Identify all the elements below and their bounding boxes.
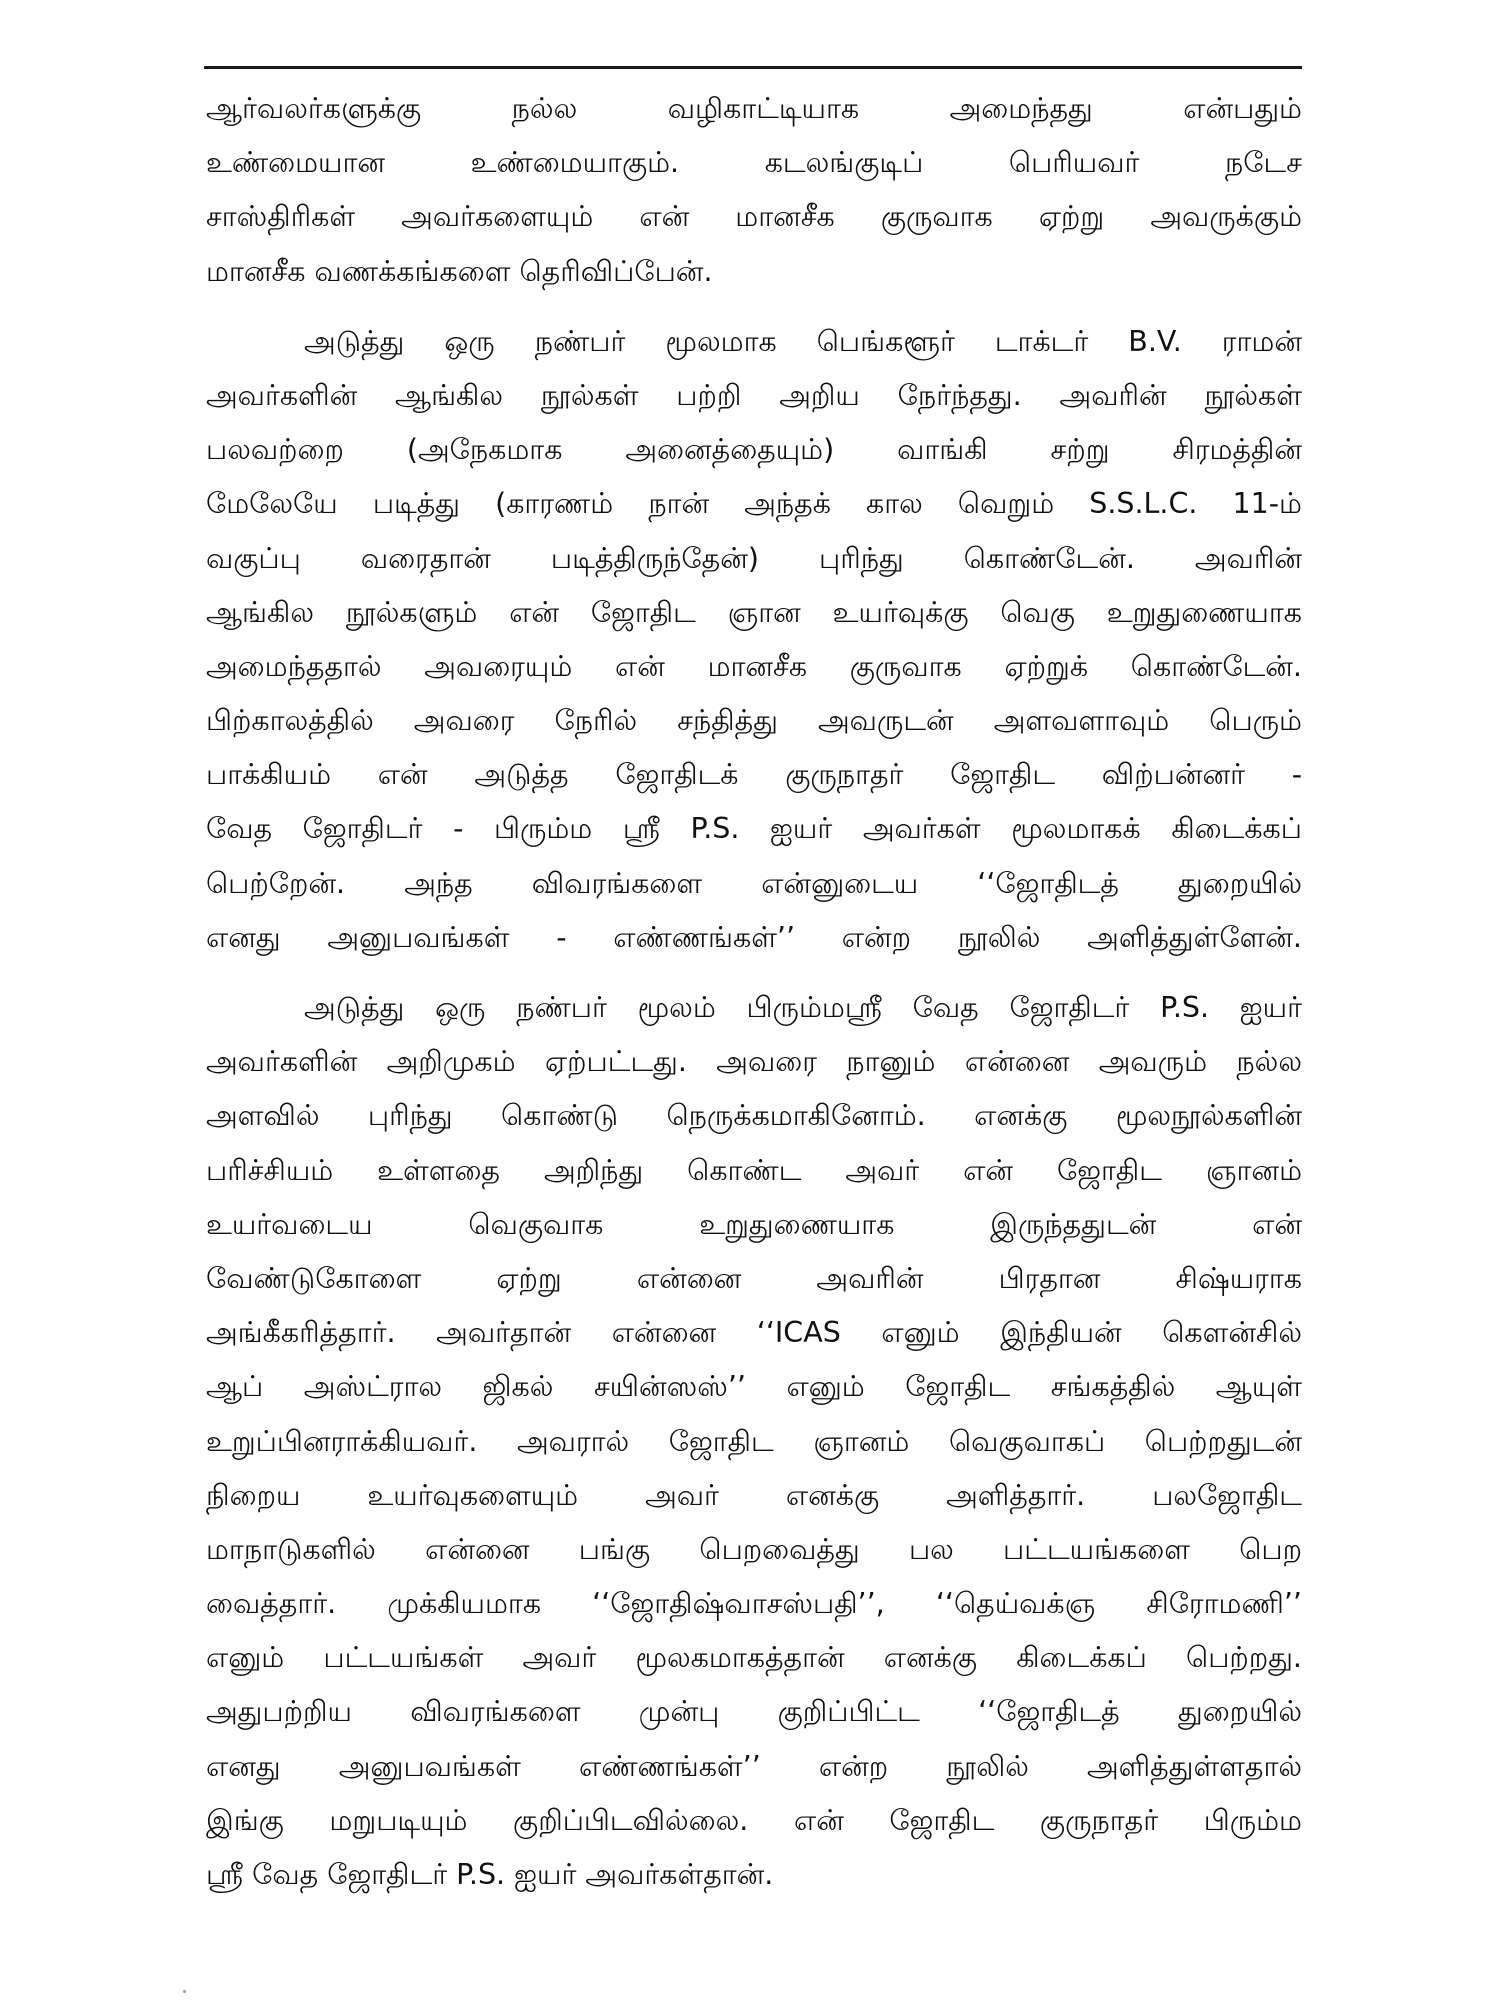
text-line: உண்மையான உண்மையாகும். கடலங்குடிப் பெரியவர் நடேச [206,146,1302,180]
text-line: வகுப்பு வரைதான் படித்திருந்தேன்) புரிந்து கொண்டேன். அவரின் [206,541,1302,575]
text-line: பாக்கியம் என் அடுத்த ஜோதிடக் குருநாதர் ஜோதிட விற்பன்னர் - [206,758,1302,792]
text-line: மேலேயே படித்து (காரணம் நான் அந்தக் கால வெறும் S.S.L.C. 11-ம் [206,487,1302,521]
text-line: அளவில் புரிந்து கொண்டு நெருக்கமாகினோம். எனக்கு மூலநூல்களின் [206,1099,1302,1133]
text-line: இங்கு மறுபடியும் குறிப்பிடவில்லை. என் ஜோதிட குருநாதர் பிரும்ம [206,1803,1302,1837]
text-line: பிற்காலத்தில் அவரை நேரில் சந்தித்து அவருடன் அளவளாவும் பெரும் [206,704,1302,738]
text-line: நிறைய உயர்வுகளையும் அவர் எனக்கு அளித்தார். பலஜோதிட [206,1478,1302,1512]
text-line: ஆங்கில நூல்களும் என் ஜோதிட ஞான உயர்வுக்கு வெகு உறுதுணையாக [206,595,1302,629]
text-line: பரிச்சியம் உள்ளதை அறிந்து கொண்ட அவர் என் ஜோதிட ஞானம் [206,1153,1302,1187]
body-text [206,82,1302,1902]
text-line: அங்கீகரித்தார். அவர்தான் என்னை ‘‘ICAS எனும் இந்தியன் கௌன்சில் [206,1316,1302,1350]
paragraph [206,82,1302,299]
text-line: அடுத்து ஒரு நண்பர் மூலமாக பெங்களூர் டாக்டர் B.V. ராமன் [304,324,1302,358]
text-line: பலவற்றை (அநேகமாக அனைத்தையும்) வாங்கி சற்று சிரமத்தின் [206,433,1302,467]
text-line: மாநாடுகளில் என்னை பங்கு பெறவைத்து பல பட்டயங்களை பெற [206,1532,1302,1566]
text-line: வேத ஜோதிடர் - பிரும்ம ஸ்ரீ P.S. ஐயர் அவர்கள் மூலமாகக் கிடைக்கப் [206,812,1302,846]
text-line: பெற்றேன். அந்த விவரங்களை என்னுடைய ‘‘ஜோதிடத் துறையில் [206,866,1302,900]
text-line: உயர்வடைய வெகுவாக உறுதுணையாக இருந்ததுடன் என் [206,1207,1302,1241]
text-line: மானசீக வணக்கங்களை தெரிவிப்பேன். [206,254,713,288]
scan-speck [183,1990,186,1993]
text-line: எனும் பட்டயங்கள் அவர் மூலகமாகத்தான் எனக்கு கிடைக்கப் பெற்றது. [206,1641,1302,1675]
text-line: சாஸ்திரிகள் அவர்களையும் என் மானசீக குருவாக ஏற்று அவருக்கும் [206,200,1302,234]
text-line: எனது அனுபவங்கள் எண்ணங்கள்’’ என்ற நூலில் அளித்துள்ளதால் [206,1749,1302,1783]
text-line: அமைந்ததால் அவரையும் என் மானசீக குருவாக ஏற்றுக் கொண்டேன். [206,649,1302,683]
text-line: எனது அனுபவங்கள் - எண்ணங்கள்’’ என்ற நூலில் அளித்துள்ளேன். [206,920,1302,954]
paragraph-gap [206,965,1302,981]
text-line: அதுபற்றிய விவரங்களை முன்பு குறிப்பிட்ட ‘‘ஜோதிடத் துறையில் [206,1695,1302,1729]
text-line: வேண்டுகோளை ஏற்று என்னை அவரின் பிரதான சிஷ்யராக [206,1261,1302,1295]
text-line: ஆப் அஸ்ட்ரால ஜிகல் சயின்ஸஸ்’’ எனும் ஜோதிட சங்கத்தில் ஆயுள் [206,1370,1302,1404]
text-line: அடுத்து ஒரு நண்பர் மூலம் பிரும்மஸ்ரீ வேத ஜோதிடர் P.S. ஐயர் [304,991,1302,1024]
paragraph [206,315,1302,965]
header-rule [204,66,1302,69]
text-line: ஸ்ரீ வேத ஜோதிடர் P.S. ஐயர் அவர்கள்தான். [206,1858,774,1891]
paragraph-gap [206,299,1302,315]
text-line: அவர்களின் அறிமுகம் ஏற்பட்டது. அவரை நானும் என்னை அவரும் நல்ல [206,1045,1302,1079]
text-line: அவர்களின் ஆங்கில நூல்கள் பற்றி அறிய நேர்ந்தது. அவரின் நூல்கள் [206,378,1302,412]
text-line: ஆர்வலர்களுக்கு நல்ல வழிகாட்டியாக அமைந்தது என்பதும் [206,92,1302,125]
paragraph [206,981,1302,1902]
text-line: வைத்தார். முக்கியமாக ‘‘ஜோதிஷ்வாசஸ்பதி’’, ‘‘தெய்வக்ஞ சிரோமணி’’ [206,1587,1302,1621]
text-line: உறுப்பினராக்கியவர். அவரால் ஜோதிட ஞானம் வெகுவாகப் பெற்றதுடன் [206,1424,1302,1458]
